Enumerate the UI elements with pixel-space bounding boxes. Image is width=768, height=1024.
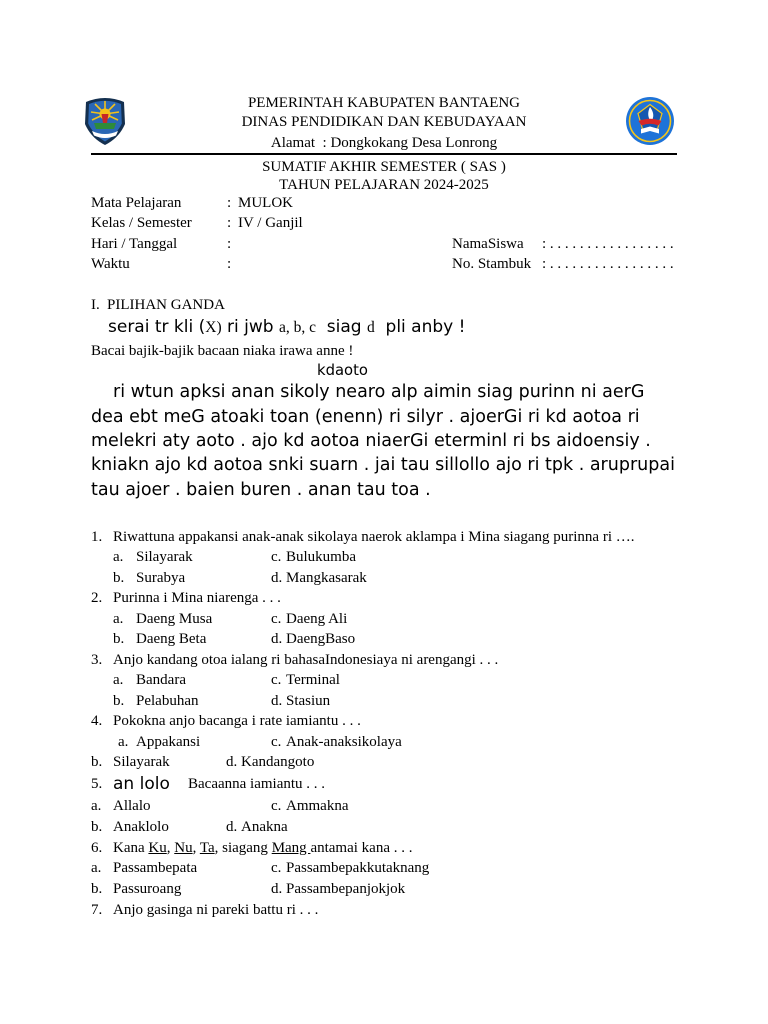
option-letter: d.	[226, 819, 238, 835]
options-row	[0, 691, 768, 711]
student-number-field: : . . . . . . . . . . . . . . . . .	[542, 256, 674, 272]
question-4	[0, 711, 768, 731]
option-letter: d.	[271, 881, 283, 897]
school-address: Alamat : Dongkokang Desa Lonrong	[270, 135, 498, 151]
option-letter: d.	[271, 693, 283, 709]
underlined-syllable: Nu	[174, 840, 193, 856]
question-6	[0, 838, 768, 858]
option-text: Daeng Ali	[286, 611, 348, 627]
subject-row	[0, 193, 768, 213]
student-number-label: No. Stambuk	[452, 256, 532, 272]
passage-line: melekri aty aoto . ajo kd aotoa niaerGi eterminl ri bs aidoensiy .	[91, 431, 651, 451]
option-text: Bandara	[136, 672, 186, 688]
section-number: I.	[91, 297, 100, 313]
question-1	[0, 527, 768, 547]
passage-title: kdaoto	[317, 362, 368, 379]
question-3	[0, 650, 768, 670]
option-text: Anak-anaksikolaya	[286, 734, 402, 750]
options-row	[0, 568, 768, 588]
options-row	[0, 752, 768, 772]
option-letter: c.	[271, 860, 282, 876]
option-text: Silayarak	[136, 549, 193, 565]
option-letter: b.	[113, 693, 125, 709]
question-text: Anjo kandang otoa ialang ri bahasaIndonesiaya ni arengangi . . .	[113, 652, 499, 668]
option-text: Pelabuhan	[136, 693, 199, 709]
reading-instruction: Bacai bajik-bajik bacaan niaka irawa anne !	[91, 343, 354, 359]
date-row	[0, 234, 768, 254]
options-row	[0, 858, 768, 878]
question-lontara-text: an lolo	[113, 774, 170, 794]
date-label: Hari / Tanggal	[91, 236, 178, 252]
class-value: IV / Ganjil	[238, 215, 303, 231]
option-letter: b.	[91, 754, 103, 770]
option-text: Ammakna	[286, 798, 349, 814]
instruction-part: pli anby !	[374, 317, 466, 337]
question-5	[0, 774, 768, 794]
question-number: 6.	[91, 840, 103, 856]
time-row	[0, 254, 768, 274]
option-text: Surabya	[136, 570, 186, 586]
department-name: DINAS PENDIDIKAN DAN KEBUDAYAAN	[241, 114, 527, 130]
instruction-part: siag	[315, 317, 367, 337]
passage-line: kniakn ajo kd aotoa snki suarn . jai tau sillollo ajo ri tpk . aruprupai	[91, 455, 675, 475]
exam-title: SUMATIF AKHIR SEMESTER ( SAS )	[262, 159, 506, 175]
question-number: 1.	[91, 529, 103, 545]
question-text-part: antamai kana . . .	[310, 840, 413, 856]
option-letter: a.	[113, 549, 124, 565]
option-text: Daeng Musa	[136, 611, 213, 627]
option-letter: b.	[113, 631, 125, 647]
options-row	[0, 817, 768, 837]
underlined-syllable: Mang	[271, 840, 311, 856]
header-divider	[91, 153, 677, 155]
options-row	[0, 609, 768, 629]
options-row	[0, 547, 768, 567]
option-text: Stasiun	[286, 693, 331, 709]
section-instruction	[108, 316, 465, 338]
option-letter: d.	[226, 754, 238, 770]
instruction-part: ri jwb	[221, 317, 279, 337]
question-text-part: ,	[166, 840, 175, 856]
option-letter: b.	[91, 881, 103, 897]
option-letter: c.	[271, 611, 282, 627]
option-text: DaengBaso	[286, 631, 356, 647]
subject-label: Mata Pelajaran	[91, 195, 182, 211]
option-letter: c.	[271, 549, 282, 565]
option-letter: a.	[118, 734, 129, 750]
instruction-part: X)	[205, 319, 222, 336]
subject-separator: :	[227, 195, 232, 211]
question-text	[113, 838, 412, 858]
option-letter: c.	[271, 672, 282, 688]
option-text: Passambepanjokjok	[286, 881, 406, 897]
option-text: Terminal	[286, 672, 340, 688]
options-row	[0, 879, 768, 899]
option-letter: a.	[113, 611, 124, 627]
option-letter: c.	[271, 798, 282, 814]
question-number: 5.	[91, 776, 103, 792]
option-text: Passambepata	[113, 860, 198, 876]
student-name-field: : . . . . . . . . . . . . . . . . .	[542, 236, 674, 252]
question-number: 2.	[91, 590, 103, 606]
question-number: 3.	[91, 652, 103, 668]
option-text: Mangkasarak	[286, 570, 367, 586]
subject-value: MULOK	[238, 195, 293, 211]
option-letter: d.	[271, 570, 283, 586]
option-text: Anakna	[241, 819, 288, 835]
student-name-label: NamaSiswa	[452, 236, 524, 252]
option-text: Silayarak	[113, 754, 170, 770]
option-letter: a.	[91, 798, 102, 814]
time-label: Waktu	[91, 256, 130, 272]
question-text: Anjo gasinga ni pareki battu ri . . .	[113, 902, 319, 918]
passage-line: tau ajoer . baien buren . anan tau toa .	[91, 480, 431, 500]
underlined-syllable: Ta	[199, 840, 215, 856]
option-letter: a.	[113, 672, 124, 688]
option-text: Kandangoto	[241, 754, 315, 770]
question-2	[0, 588, 768, 608]
question-text-part: Kana	[113, 840, 149, 856]
question-7	[0, 900, 768, 920]
question-text-part: , siagang	[214, 840, 272, 856]
instruction-part: d	[366, 319, 375, 336]
options-row	[0, 629, 768, 649]
underlined-syllable: Ku	[148, 840, 167, 856]
instruction-part: a, b, c	[278, 319, 316, 336]
option-text: Allalo	[113, 798, 151, 814]
options-row	[0, 670, 768, 690]
section-heading	[0, 295, 768, 315]
time-separator: :	[227, 256, 232, 272]
option-letter: b.	[91, 819, 103, 835]
date-separator: :	[227, 236, 232, 252]
class-separator: :	[227, 215, 232, 231]
question-text: Riwattuna appakansi anak-anak sikolaya naerok aklampa i Mina siagang purinna ri ….	[113, 529, 635, 545]
option-text: Passuroang	[113, 881, 182, 897]
question-text: Bacaanna iamiantu . . .	[188, 776, 326, 792]
academic-year: TAHUN PELAJARAN 2024-2025	[279, 177, 489, 193]
class-label: Kelas / Semester	[91, 215, 192, 231]
option-text: Passambepakkutaknang	[286, 860, 430, 876]
question-number: 7.	[91, 902, 103, 918]
option-text: Bulukumba	[286, 549, 356, 565]
options-row	[0, 796, 768, 816]
question-text: Purinna i Mina niarenga . . .	[113, 590, 281, 606]
class-row	[0, 213, 768, 233]
option-letter: b.	[113, 570, 125, 586]
question-text-part: ,	[192, 840, 200, 856]
option-text: Anaklolo	[113, 819, 169, 835]
option-letter: a.	[91, 860, 102, 876]
government-name: PEMERINTAH KABUPATEN BANTAENG	[247, 95, 521, 111]
options-row	[0, 732, 768, 752]
section-title: PILIHAN GANDA	[107, 297, 225, 313]
option-text: Daeng Beta	[136, 631, 207, 647]
question-text: Pokokna anjo bacanga i rate iamiantu . . .	[113, 713, 361, 729]
instruction-part: serai tr kli (	[108, 317, 206, 337]
option-letter: c.	[271, 734, 282, 750]
passage-line: ri wtun apksi anan sikoly nearo alp aimin siag purinn ni aerG	[113, 382, 645, 402]
passage-line: dea ebt meG atoaki toan (enenn) ri silyr . ajoerGi ri kd aotoa ri	[91, 407, 640, 427]
option-text: Appakansi	[136, 734, 201, 750]
option-letter: d.	[271, 631, 283, 647]
question-number: 4.	[91, 713, 103, 729]
